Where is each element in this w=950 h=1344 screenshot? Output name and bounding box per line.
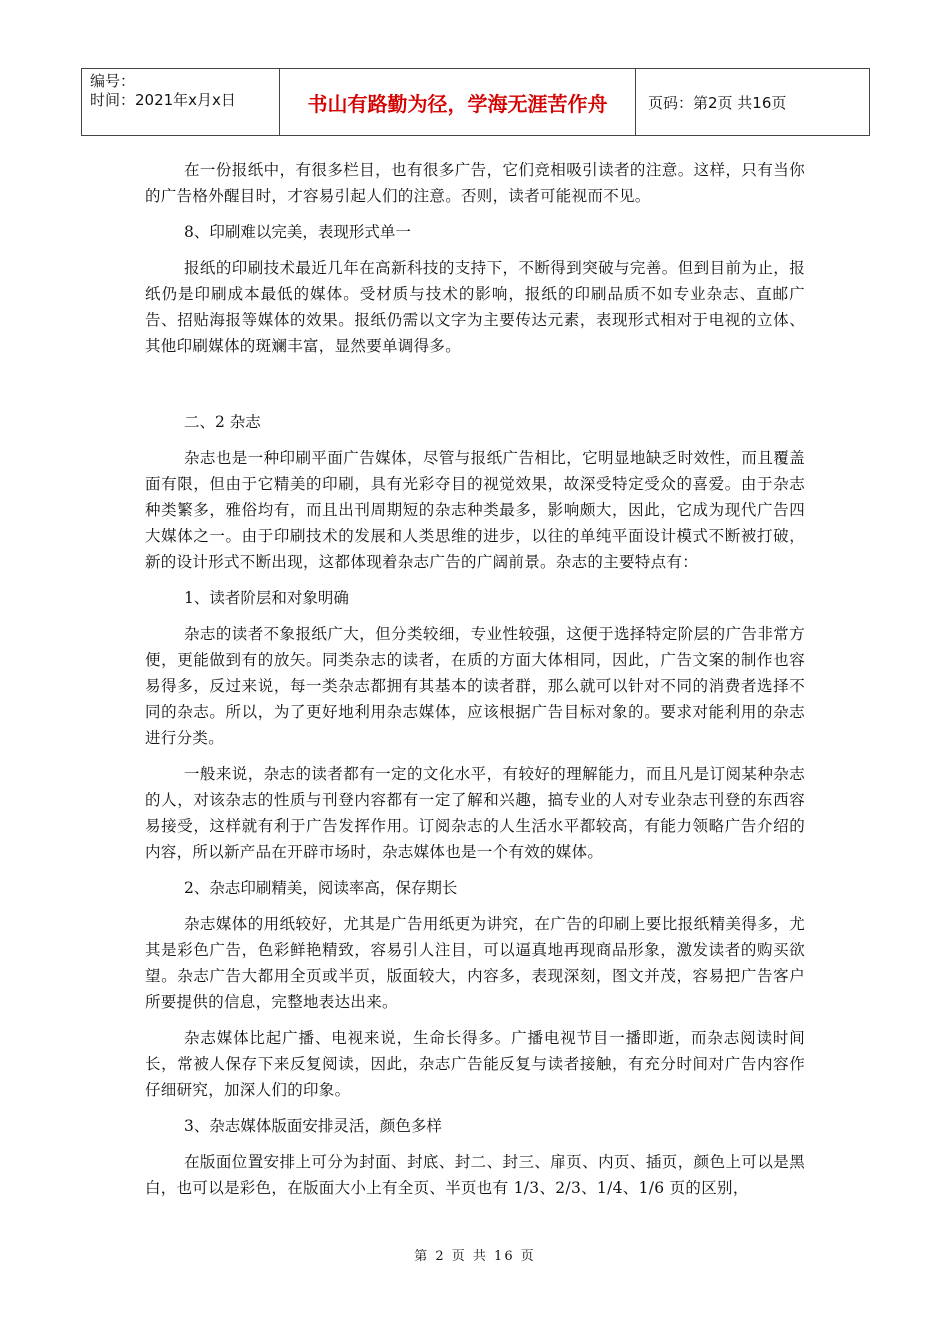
section-heading: 2、杂志印刷精美，阅读率高，保存期长 <box>184 879 458 897</box>
header-meta <box>82 69 280 135</box>
section-heading: 3、杂志媒体版面安排灵活，颜色多样 <box>184 1117 442 1135</box>
document-body <box>145 157 805 1211</box>
time-label: 时间：2021年x月x日 <box>90 91 236 109</box>
paragraph: 杂志媒体比起广播、电视来说，生命长得多。广播电视节目一播即逝，而杂志阅读时间长，常被人保存下来反复阅读，因此，杂志广告能反复与读者接触，有充分时间对广告内容作仔细研究，加深人们的印象。 <box>145 1029 805 1099</box>
page-header <box>81 68 870 136</box>
paragraph: 杂志的读者不象报纸广大，但分类较细，专业性较强，这便于选择特定阶层的广告非常方便，更能做到有的放矢。同类杂志的读者，在质的方面大体相同，因此，广告文案的制作也容易得多，反过来说，每一类杂志都拥有其基本的读者群，那么就可以针对不同的消费者选择不同的杂志。所以，为了更好地利用杂志媒体，应该根据广告目标对象的。要求对能利用的杂志进行分类。 <box>145 625 805 747</box>
section-heading: 二、2 杂志 <box>184 413 261 431</box>
header-motto: 书山有路勤为径，学海无涯苦作舟 <box>280 69 636 135</box>
paragraph: 杂志媒体的用纸较好，尤其是广告用纸更为讲究，在广告的印刷上要比报纸精美得多，尤其是彩色广告，色彩鲜艳精致，容易引人注目，可以逼真地再现商品形象，激发读者的购买欲望。杂志广告大都用全页或半页，版面较大，内容多，表现深刻，图文并茂，容易把广告客户所要提供的信息，完整地表达出来。 <box>145 915 805 1011</box>
paragraph: 报纸的印刷技术最近几年在高新科技的支持下，不断得到突破与完善。但到目前为止，报纸仍是印刷成本最低的媒体。受材质与技术的影响，报纸的印刷品质不如专业杂志、直邮广告、招贴海报等媒体的效果。报纸仍需以文字为主要传达元素，表现形式相对于电视的立体、其他印刷媒体的斑斓丰富，显然要单调得多。 <box>145 259 805 355</box>
paragraph: 在版面位置安排上可分为封面、封底、封二、封三、扉页、内页、插页，颜色上可以是黑白，也可以是彩色，在版面大小上有全页、半页也有 1/3、2/3、1/4、1/6 页的区别， <box>145 1153 805 1197</box>
spacer <box>145 369 805 409</box>
paragraph: 在一份报纸中，有很多栏目，也有很多广告，它们竞相吸引读者的注意。这样，只有当你的广告格外醒目时，才容易引起人们的注意。否则，读者可能视而不见。 <box>145 161 805 205</box>
code-label: 编号： <box>90 72 136 90</box>
page-footer: 第 2 页 共 16 页 <box>414 1249 536 1264</box>
paragraph: 一般来说，杂志的读者都有一定的文化水平，有较好的理解能力，而且凡是订阅某种杂志的人，对该杂志的性质与刊登内容都有一定了解和兴趣，搞专业的人对专业杂志刊登的东西容易接受，这样就有利于广告发挥作用。订阅杂志的人生活水平都较高，有能力领略广告介绍的内容，所以新产品在开辟市场时，杂志媒体也是一个有效的媒体。 <box>145 765 805 861</box>
section-heading: 1、读者阶层和对象明确 <box>184 589 349 607</box>
paragraph: 杂志也是一种印刷平面广告媒体，尽管与报纸广告相比，它明显地缺乏时效性，而且覆盖面有限，但由于它精美的印刷，具有光彩夺目的视觉效果，故深受特定受众的喜爱。由于杂志种类繁多，雅俗均有，而且出刊周期短的杂志种类最多，影响颇大，因此，它成为现代广告四大媒体之一。由于印刷技术的发展和人类思维的进步，以往的单纯平面设计模式不断被打破，新的设计形式不断出现，这都体现着杂志广告的广阔前景。杂志的主要特点有： <box>145 449 805 571</box>
header-page-info: 页码：第2页 共16页 <box>648 93 787 112</box>
section-heading: 8、印刷难以完美，表现形式单一 <box>184 223 411 241</box>
